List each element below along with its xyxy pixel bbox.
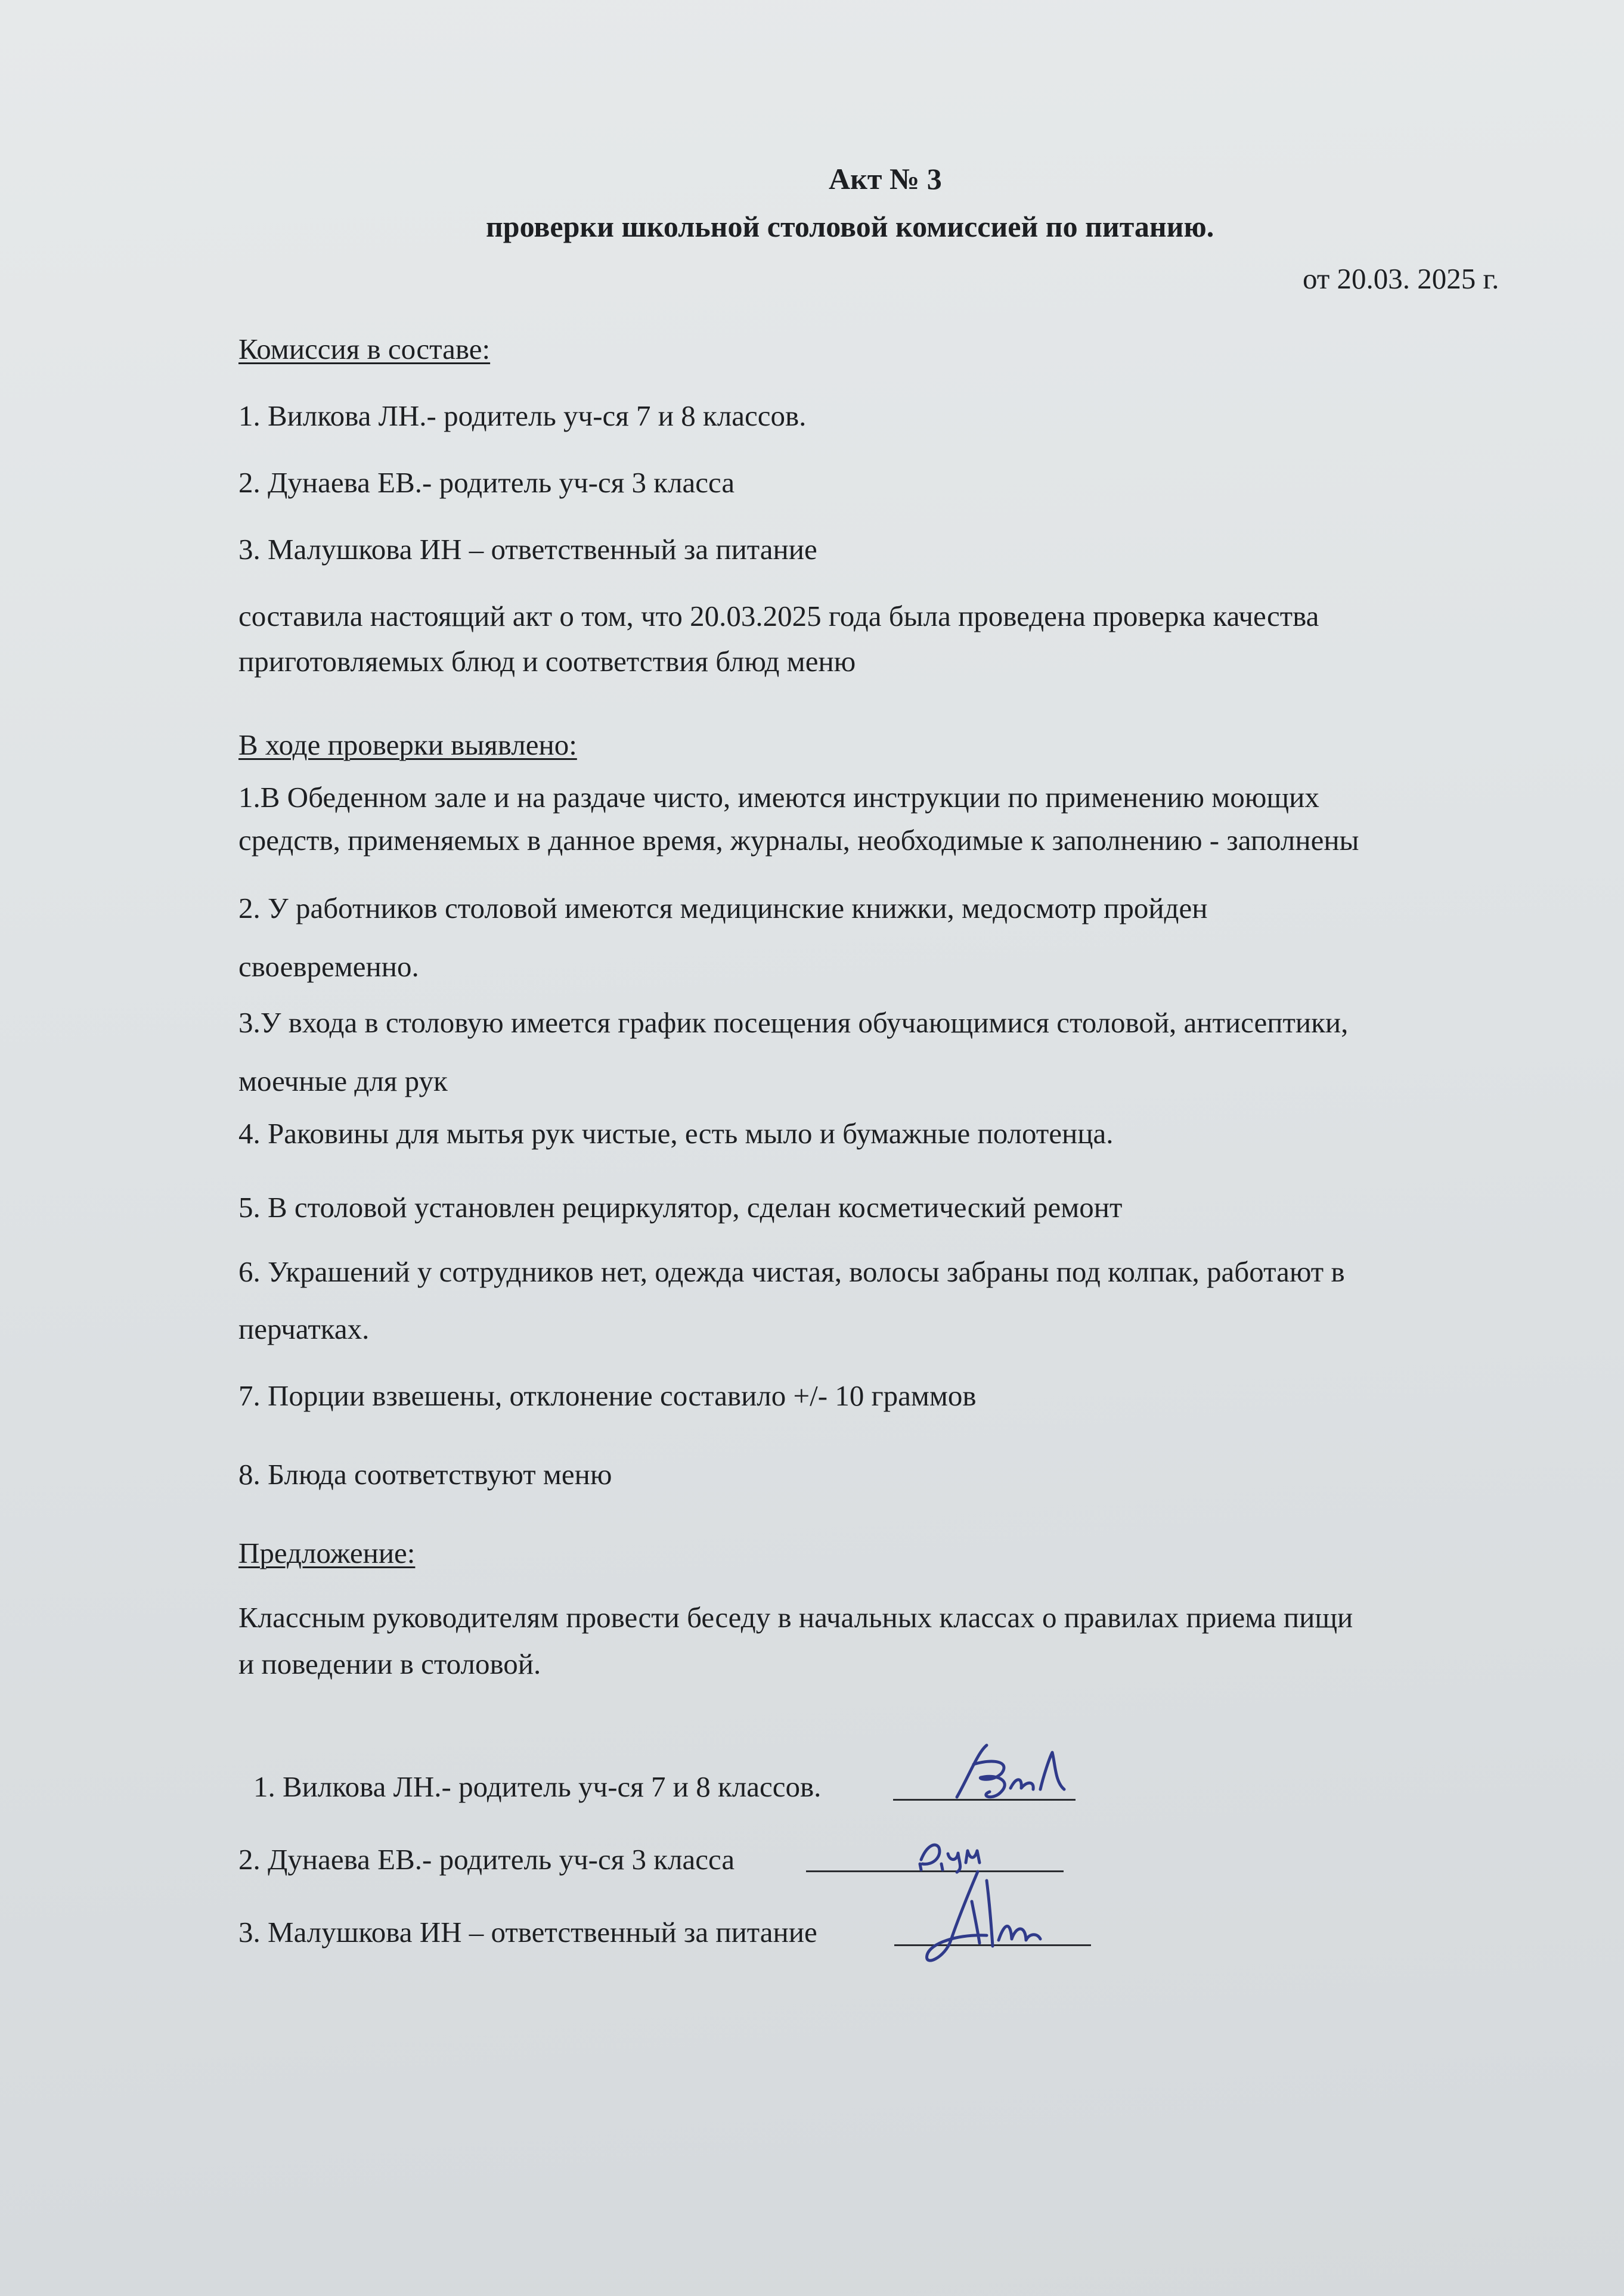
statement-line-2: приготовляемых блюд и соответствия блюд меню: [238, 645, 856, 678]
member-2: 2. Дунаева ЕВ.- родитель уч-ся 3 класса: [238, 466, 735, 499]
finding-6-line-2: перчатках.: [238, 1313, 370, 1345]
proposal-heading: Предложение:: [238, 1537, 416, 1569]
signature-mark-1: [945, 1740, 1076, 1806]
finding-8: 8. Блюда соответствуют меню: [238, 1458, 612, 1491]
commission-heading: Комиссия в составе:: [238, 333, 491, 365]
finding-2-line-1: 2. У работников столовой имеются медицинские книжки, медосмотр пройден: [238, 892, 1208, 924]
signature-mark-3: [915, 1869, 1052, 1976]
statement-line-1: составила настоящий акт о том, что 20.03.2025 года была проведена проверка качества: [238, 600, 1319, 632]
document-subtitle: проверки школьной столовой комиссией по питанию.: [486, 210, 1214, 243]
findings-heading: В ходе проверки выявлено:: [238, 728, 577, 761]
signature-row-3-label: 3. Малушкова ИН – ответственный за питание: [238, 1916, 817, 1949]
proposal-line-1: Классным руководителям провести беседу в начальных классах о правилах приема пищи: [238, 1601, 1353, 1634]
document-date: от 20.03. 2025 г.: [1303, 262, 1499, 295]
member-1: 1. Вилкова ЛН.- родитель уч-ся 7 и 8 классов.: [238, 399, 807, 432]
finding-3-line-2: моечные для рук: [238, 1065, 448, 1097]
document-title: Акт № 3: [829, 162, 942, 196]
finding-3-line-1: 3.У входа в столовую имеется график посещения обучающимися столовой, антисептики,: [238, 1006, 1349, 1039]
finding-4: 4. Раковины для мытья рук чистые, есть мыло и бумажные полотенца.: [238, 1117, 1114, 1150]
member-3: 3. Малушкова ИН – ответственный за питание: [238, 533, 817, 566]
finding-1-line-1: 1.В Обеденном зале и на раздаче чисто, имеются инструкции по применению моющих: [238, 781, 1319, 814]
finding-5: 5. В столовой установлен рециркулятор, сделан косметический ремонт: [238, 1191, 1123, 1224]
finding-6-line-1: 6. Украшений у сотрудников нет, одежда чистая, волосы забраны под колпак, работают в: [238, 1255, 1345, 1288]
finding-2-line-2: своевременно.: [238, 950, 419, 983]
signature-row-1-label: 1. Вилкова ЛН.- родитель уч-ся 7 и 8 классов.: [253, 1770, 822, 1803]
finding-1-line-2: средств, применяемых в данное время, журналы, необходимые к заполнению - заполнены: [238, 824, 1359, 857]
proposal-line-2: и поведении в столовой.: [238, 1647, 541, 1680]
finding-7: 7. Порции взвешены, отклонение составило +/- 10 граммов: [238, 1379, 977, 1412]
signature-row-2-label: 2. Дунаева ЕВ.- родитель уч-ся 3 класса: [238, 1843, 735, 1876]
